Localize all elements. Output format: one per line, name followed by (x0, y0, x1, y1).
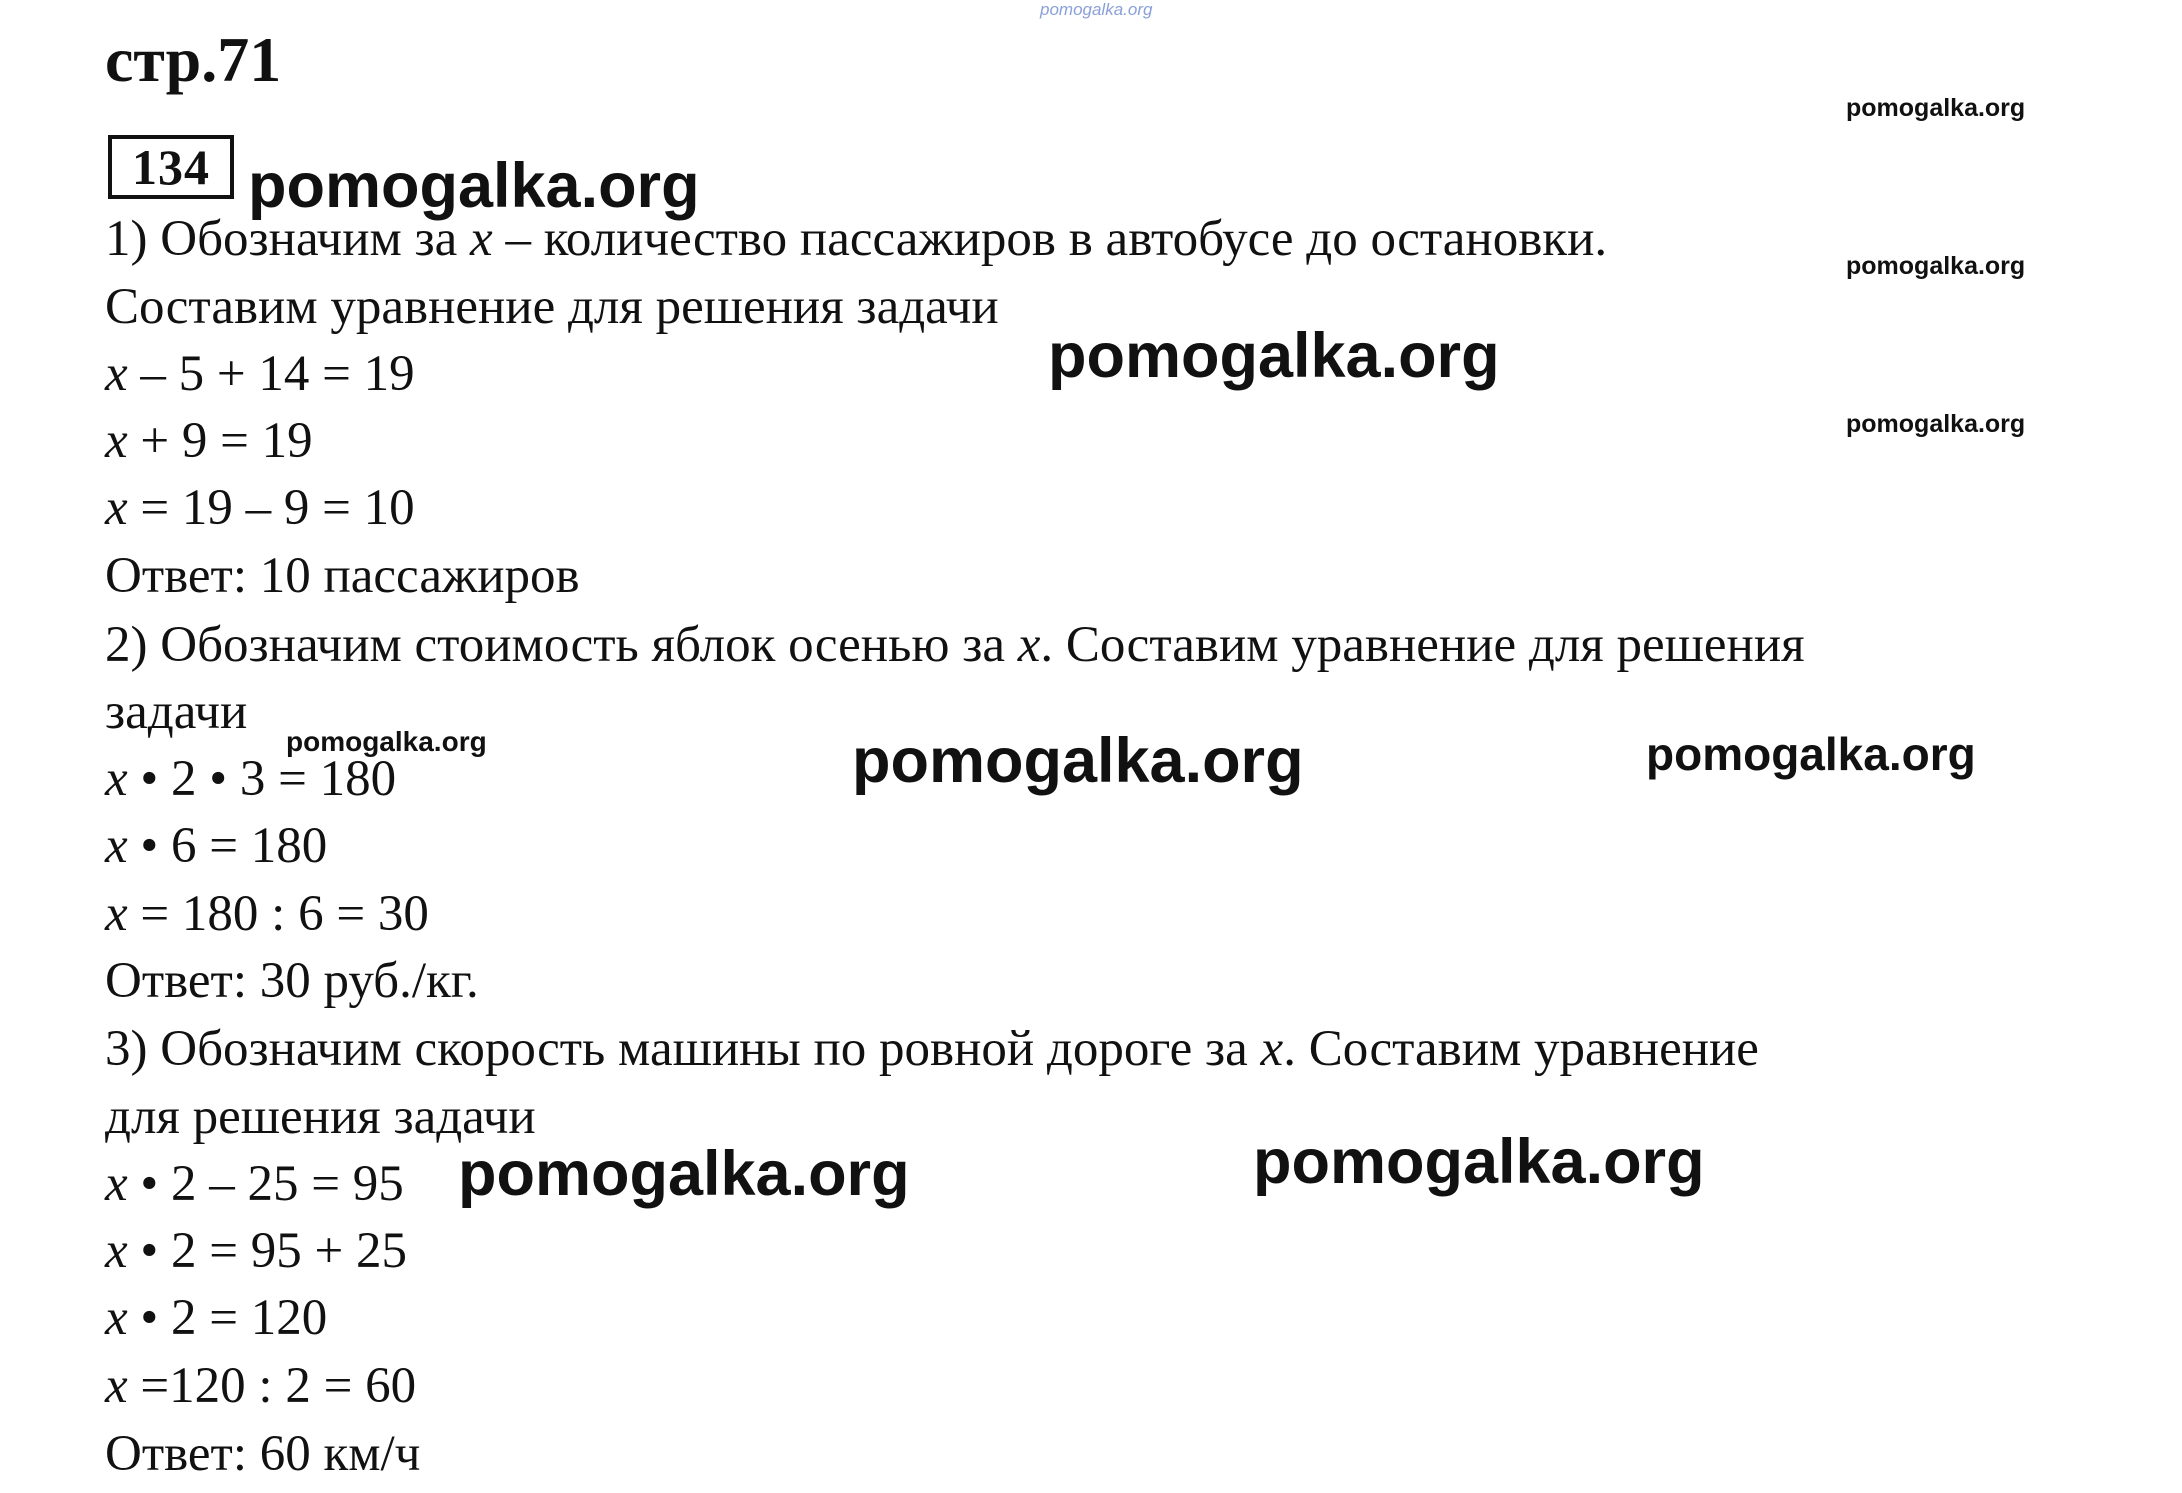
watermark: pomogalka.org (1846, 410, 2026, 438)
equation-line: x • 2 = 95 + 25 (105, 1223, 408, 1279)
watermark: pomogalka.org (458, 1139, 910, 1209)
watermark: pomogalka.org (1646, 728, 1976, 780)
page-title: стр.71 (105, 24, 282, 95)
equation-line: x =120 : 2 = 60 (105, 1358, 417, 1414)
solution-line: для решения задачи (105, 1089, 536, 1145)
watermark: pomogalka.org (248, 151, 700, 221)
watermark: pomogalka.org (852, 726, 1304, 796)
watermark: pomogalka.org (1846, 94, 2026, 122)
solution-line: задачи (105, 684, 248, 740)
solution-line: 2) Обозначим стоимость яблок осенью за x. Составим уравнение для решения (105, 617, 1805, 673)
watermark: pomogalka.org (1253, 1127, 1705, 1197)
equation-line: x = 180 : 6 = 30 (105, 886, 429, 942)
equation-line: x – 5 + 14 = 19 (105, 346, 415, 402)
equation-line: x • 2 – 25 = 95 (105, 1156, 404, 1212)
equation-line: x • 6 = 180 (105, 818, 328, 874)
equation-line: x + 9 = 19 (105, 413, 313, 469)
task-number-box (108, 135, 234, 199)
watermark: pomogalka.org (286, 726, 487, 757)
task-number: 134 (132, 139, 210, 195)
equation-line: x • 2 • 3 = 180 (105, 751, 397, 807)
answer-line: Ответ: 60 км/ч (105, 1426, 421, 1482)
solution-line: Составим уравнение для решения задачи (105, 279, 999, 335)
watermark: pomogalka.org (1048, 321, 1500, 391)
solution-line: 3) Обозначим скорость машины по ровной дороге за x. Составим уравнение (105, 1021, 1759, 1077)
equation-line: x = 19 – 9 = 10 (105, 480, 415, 536)
solution-line: 1) Обозначим за x – количество пассажиров в автобусе до остановки. (105, 211, 1608, 267)
equation-line: x • 2 = 120 (105, 1290, 328, 1346)
watermark: pomogalka.org (1846, 252, 2026, 280)
answer-line: Ответ: 10 пассажиров (105, 548, 580, 604)
answer-line: Ответ: 30 руб./кг. (105, 953, 479, 1009)
top-watermark: pomogalka.org (1040, 0, 1153, 19)
